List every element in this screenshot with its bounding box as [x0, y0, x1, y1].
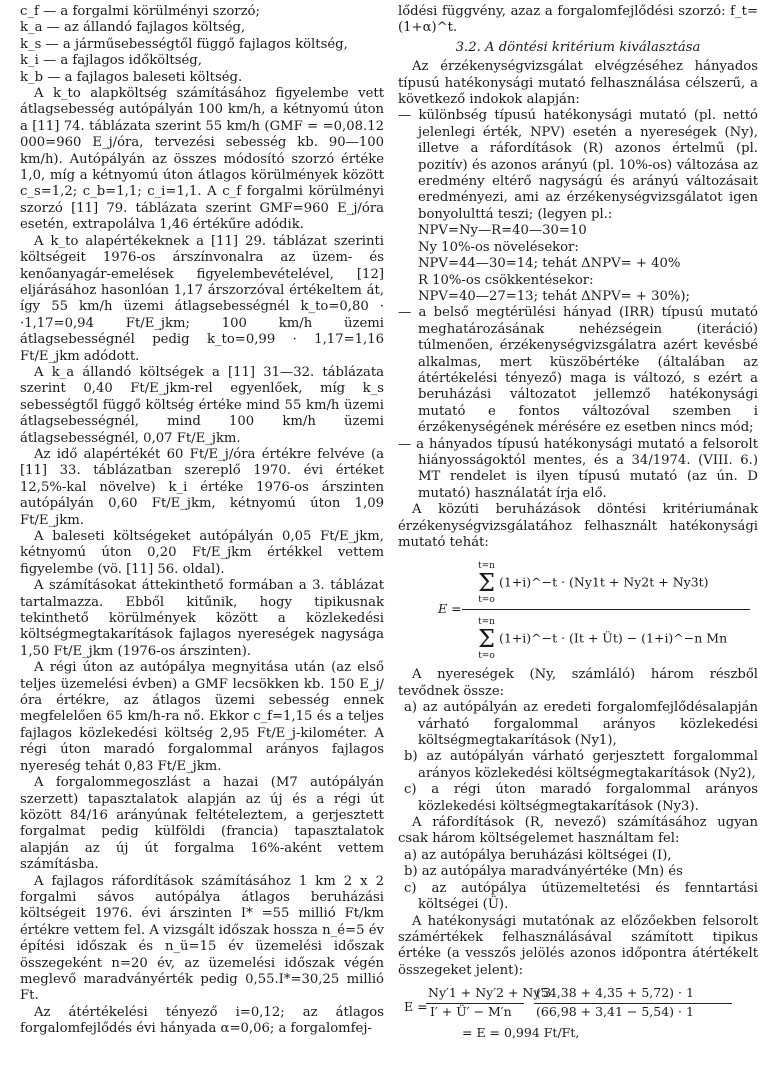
- example-line: NPV=44—30=14; tehát ΔNPV= + 40%: [418, 256, 681, 272]
- section-heading: 3.2. A döntési kritérium kiválasztása: [455, 39, 701, 55]
- result-denominator-symbols: I′ + Ü′ − M′n: [430, 1004, 512, 1020]
- example-line: R 10%-os csökkentésekor:: [418, 272, 594, 288]
- sum-upper-limit: t=n: [478, 561, 495, 572]
- sum-lower-limit: t=o: [478, 651, 495, 662]
- list-item-ratio-type: — a hányados típusú hatékonysági mutató a felsorolt hiányosságoktól mentes, és a 34/1974. (VIII. 6.) MT rendelet is ilyen típusú mutató (az ún. D mutató) használatát írja elő.: [398, 436, 758, 501]
- numerator-expression: (1+i)^−t · (Ny1t + Ny2t + Ny3t): [498, 574, 709, 590]
- sum-upper-limit: t=n: [478, 617, 495, 628]
- cost-item: c) az autópálya útüzemeltetési és fenntartási költségei (Ü).: [404, 880, 758, 913]
- formula-numerator: [478, 561, 709, 605]
- benefit-item: a) az autópályán az eredeti forgalomfejlődésalapján várható forgalommal arányos közlekedési költségmegtakarítások (Ny1),: [404, 700, 758, 749]
- paragraph-old-road: A régi úton az autópálya megnyitása után (az első teljes üzemelési évben) a GMF lecsökken kb. 150 E_j/óra értékre, az átlagos üzemi sebesség ennek megfelelően 65 km/h-ra nő. Ekkor c_f=1,15 és a teljes fajlagos közlekedési költség 2,95 Ft/E_j-kilométer. A régi úton maradó forgalommal arányos fajlagos nyereség tehát 0,83 Ft/E_jkm.: [20, 660, 384, 774]
- paragraph-sensitivity: Az érzékenységvizsgálat elvégzéséhez hányados típusú hatékonysági mutató felhasználása célszerű, a következő indokok alapján:: [398, 59, 758, 108]
- formula-denominator: [478, 617, 727, 661]
- benefit-item: b) az autópályán várható gerjesztett forgalommal arányos közlekedési költségmegtakarítások (Ny2),: [404, 749, 758, 781]
- cost-item: a) az autópálya beruházási költségei (I),: [404, 847, 672, 863]
- result-denominator-values: (66,98 + 3,41 − 5,54) · 1: [536, 1004, 694, 1020]
- list-item-difference-type: — különbség típusú hatékonysági mutató (pl. nettó jelenlegi érték, NPV) esetén a nyereségek (Ny), illetve a ráfordítások (R) azonos értelmű (pl. pozitív) és azonos arányú (pl. 10%-os) változása az eredmény eltérő nagyságú és arányú változásait eredményezi, ami az érzékenységvizsgálatot igen bonyolulttá teszi; (legyen pl.:: [398, 108, 758, 222]
- npv-example: [398, 223, 758, 305]
- formula-lhs: E =: [438, 601, 462, 617]
- fraction-line: [462, 609, 750, 610]
- paragraph-discount-rate: Az átértékelési tényező i=0,12; az átlagos forgalomfejlődés évi hányada α=0,06; a forgalomfej-: [20, 1004, 384, 1037]
- denominator-expression: (1+i)^−t · (It + Üt) − (1+i)^−n Mn: [498, 630, 728, 646]
- paragraph-costs: A ráfordítások (R, nevező) számításához ugyan csak három költségelemet használtam fel:: [398, 815, 758, 847]
- list-item-irr: — a belső megtérülési hányad (IRR) típusú mutató meghatározásának nehézségein (iteráció) túlmenően, érzékenységvizsgálatra azért kevésbé alkalmas, mert küszöbértéke (általában az átértékelési tényező) maga is változó, s ezért a beruházási változatot jellemző hatékonysági mutató e fontos változóval szemben i érzékenységének mérésére ez esetben nincs mód;: [398, 305, 758, 436]
- paragraph-traffic-split: A forgalommegoszlást a hazai (M7 autópályán szerzett) tapasztalatok alapján az új és a régi út között 84/16 arányúnak feltételeztem, a gerjesztett forgalmat pedig külföldi (francia) tapasztalatok alapján az új út forgalma 16%-aként vettem számításba.: [20, 775, 384, 873]
- paragraph-continuation: lődési függvény, azaz a forgalomfejlődési szorzó: f_t=(1+α)^t.: [398, 4, 758, 36]
- paragraph-accident-costs: A baleseti költségeket autópályán 0,05 Ft/E_jkm, kétnyomú úton 0,20 Ft/E_jkm értékkel vettem figyelembe (vö. [11] 56. oldal).: [20, 529, 384, 577]
- paragraph-fixed-costs: A k_a állandó költségek a [11] 31—32. táblázata szerint 0,40 Ft/E_jkm-rel egyenlőek, míg k_s sebességtől függő költség értéke mind 55 km/h üzemi átlagsebességnél, mind 100 km/h üzemi átlagsebességnél, 0,07 Ft/E_jkm.: [20, 364, 384, 446]
- cost-item: b) az autópálya maradványértéke (Mn) és: [404, 864, 683, 880]
- var-def-kb: k_b — a fajlagos baleseti költség.: [20, 69, 243, 85]
- var-def-ks: k_s — a járműsebességtől függő fajlagos költség,: [20, 36, 348, 52]
- result-lhs: E =: [404, 999, 428, 1015]
- paragraph-base-cost: A k_to alapköltség számításához figyelembe vett átlagsebesség autópályán 100 km/h, a kétnyomú úton a [11] 74. táblázata szerint 55 km/h (GMF = =0,08.12 000=960 E_j/óra, tervezési sebesség kb. 90—100 km/h). Autópályán az összes módosító szorzó értéke 1,0, míg a kétnyomú úton átlagos körülmények között c_s=1,2; c_b=1,1; c_i=1,1. A c_f forgalmi körülményi szorzó [11] 79. táblázata szerint GMF=960 E_j/óra esetén, extrapolálva 1,46 értékűre adódik.: [20, 86, 384, 233]
- example-line: NPV=40—27=13; tehát ΔNPV= + 30%);: [418, 288, 690, 304]
- paragraph-summary-table: A számításokat áttekinthető formában a 3. táblázat tartalmazza. Ebből kitűnik, hogy tipikusnak tekinthető körülmények között a közlekedési költségmegtakarítások fajlagos nyereségek nagysága 1,50 Ft/E_jkm (1976-os árszinten).: [20, 578, 384, 659]
- paragraph-benefits: A nyereségek (Ny, számláló) három részből tevődnek össze:: [398, 667, 758, 699]
- example-line: NPV=Ny—R=40—30=10: [418, 223, 587, 239]
- var-def-ka: k_a — az állandó fajlagos költség,: [20, 20, 246, 36]
- sum-symbol: t=n Σ t=o: [478, 617, 495, 662]
- variable-definitions: [20, 4, 384, 86]
- benefit-item: c) a régi úton maradó forgalommal arányos közlekedési költségmegtakarítások (Ny3).: [404, 782, 758, 814]
- right-column: [398, 4, 758, 1049]
- result-value: = E = 0,994 Ft/Ft,: [462, 1025, 580, 1041]
- paragraph-expenditures: A fajlagos ráfordítások számításához 1 km 2 x 2 forgalmi sávos autópálya átlagos beruházási költségeit 1976. évi árszinten I* =55 millió Ft/km értékre vettem fel. A vizsgált időszak hossza n_é=5 év építési időszak és n_ü=15 év üzemelési időszak összegeként n=20 év, az üzemelési időszak végén meglevő maradványérték pedig 0,55.I*=30,25 millió Ft.: [20, 873, 384, 1004]
- example-line: Ny 10%-os növelésekor:: [418, 239, 579, 255]
- var-def-cf: c_f — a forgalmi körülményi szorzó;: [20, 4, 260, 19]
- sum-symbol: t=n Σ t=o: [478, 561, 495, 606]
- result-numerator-values: (54,38 + 4,35 + 5,72) · 1: [536, 985, 694, 1001]
- result-numerator-symbols: Ny′1 + Ny′2 + Ny′3: [428, 985, 552, 1001]
- paragraph-typical-value: A hatékonysági mutatónak az előzőekben felsorolt számértékek felhasználásával számított tipikus értéke (a vesszős jelölés azonos időpontra átértékelt összegeket jelent):: [398, 913, 758, 978]
- efficiency-formula: [398, 555, 758, 663]
- paragraph-criterion: A közúti beruházások döntési kritériumának érzékenységvizsgálatához felhasznált hatékonysági mutató tehát:: [398, 502, 758, 550]
- var-def-ki: k_i — a fajlagos időköltség,: [20, 53, 202, 69]
- paragraph-price-index: A k_to alapértékeknek a [11] 29. táblázat szerinti költségeit 1976-os árszínvonalra az üzem- és kenőanyagár-emelések figyelembevételével, [12] eljárásához hasonlóan 1,17 árszorzóval értékeltem át, így 55 km/h üzemi átlagsebességnél k_to=0,80 · ·1,17=0,94 Ft/E_jkm; 100 km/h üzemi átlagsebességnél pedig k_to=0,99 · 1,17=1,16 Ft/E_jkm adódott.: [20, 233, 384, 364]
- sum-lower-limit: t=o: [478, 595, 495, 606]
- result-formula: [398, 985, 758, 1049]
- paragraph-time-value: Az idő alapértékét 60 Ft/E_j/óra értékre felvéve (a [11] 33. táblázatban szereplő 1970. évi értéket 12,5%-kal növelve) k_i értéke 1976-os árszinten autópályán 0,60 Ft/E_jkm, kétnyomú úton 1,09 Ft/E_jkm.: [20, 446, 384, 528]
- left-column: [20, 4, 384, 1038]
